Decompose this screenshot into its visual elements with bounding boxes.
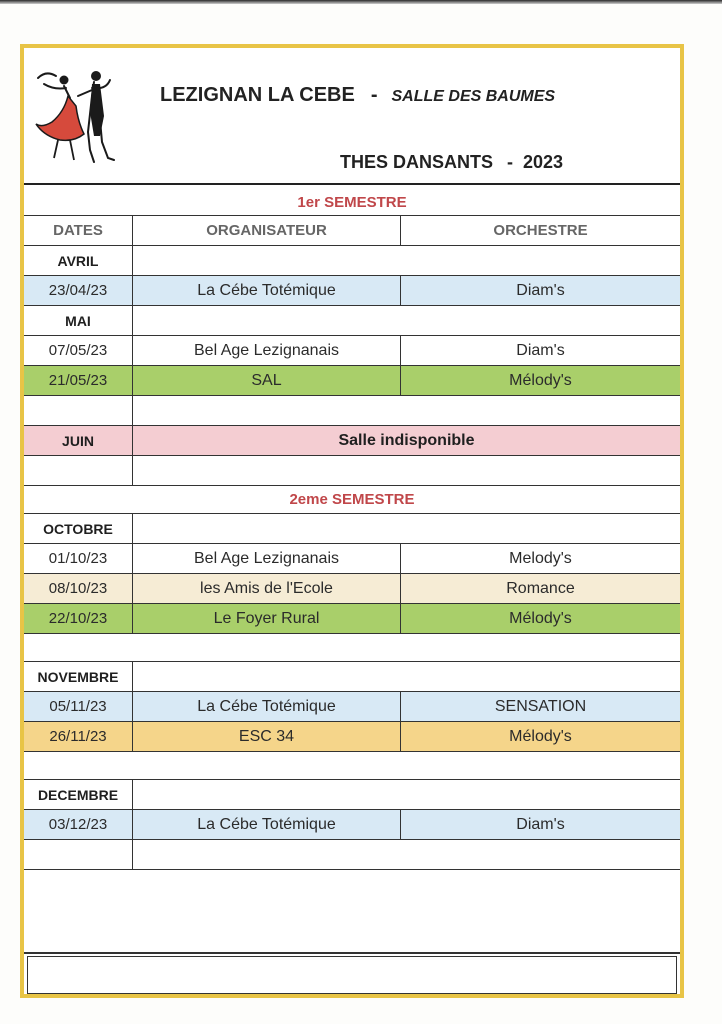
month-row-juin: [24, 426, 680, 456]
town-name: LEZIGNAN LA CEBE: [160, 84, 355, 106]
event-orchestre: Diam's: [516, 281, 565, 299]
month-row-novembre: [24, 662, 680, 692]
table-row: [24, 336, 680, 366]
table-row: [24, 722, 680, 752]
event-date: 21/05/23: [24, 366, 133, 395]
event-orchestre: Melody's: [509, 549, 572, 567]
empty-cell: [24, 456, 133, 485]
month-row-octobre: [24, 514, 680, 544]
event-organisateur: Le Foyer Rural: [133, 604, 401, 633]
event-date: 05/11/23: [24, 692, 133, 721]
dancing-couple-icon: [34, 66, 124, 168]
page-frame: [20, 44, 684, 998]
month-label: OCTOBRE: [24, 514, 133, 543]
event-organisateur: SAL: [133, 366, 401, 395]
event-organisateur: La Cébe Totémique: [133, 276, 401, 305]
table-row: [24, 692, 680, 722]
table-row: [24, 544, 680, 574]
month-label: DECEMBRE: [24, 780, 133, 809]
juin-note: Salle indisponible: [338, 431, 475, 449]
event-orchestre: Romance: [506, 579, 575, 597]
event-date: 22/10/23: [24, 604, 133, 633]
event-date: 26/11/23: [24, 722, 133, 751]
event-date: 08/10/23: [24, 574, 133, 603]
event-year: 2023: [523, 152, 564, 172]
event-date: 07/05/23: [24, 336, 133, 365]
event-organisateur: La Cébe Totémique: [133, 810, 401, 839]
event-organisateur: ESC 34: [133, 722, 401, 751]
footer-box: [27, 956, 677, 994]
empty-cell: [24, 396, 133, 425]
footer-divider: [24, 952, 680, 954]
page-subtitle: [340, 152, 563, 173]
empty-row: [24, 456, 680, 486]
header: [24, 48, 680, 185]
table-row: [24, 574, 680, 604]
venue-name: SALLE DES BAUMES: [391, 88, 556, 105]
semester-1-title: 1er SEMESTRE: [24, 189, 680, 216]
title-dash: -: [370, 84, 378, 106]
empty-row: [24, 396, 680, 426]
col-organisateur: ORGANISATEUR: [133, 216, 401, 245]
event-orchestre: Mélody's: [509, 609, 572, 627]
event-date: 03/12/23: [24, 810, 133, 839]
month-label: NOVEMBRE: [24, 662, 133, 691]
event-organisateur: les Amis de l'Ecole: [133, 574, 401, 603]
event-orchestre: Mélody's: [509, 727, 572, 745]
month-label: JUIN: [24, 426, 133, 455]
event-organisateur: Bel Age Lezignanais: [133, 544, 401, 573]
event-date: 23/04/23: [24, 276, 133, 305]
month-label: MAI: [24, 306, 133, 335]
subtitle-dash: -: [507, 152, 514, 172]
event-name: THES DANSANTS: [340, 152, 494, 172]
event-orchestre: Mélody's: [509, 371, 572, 389]
spacer-row: [24, 634, 680, 662]
page-inner: [24, 48, 680, 994]
month-row-decembre: [24, 780, 680, 810]
month-row-mai: [24, 306, 680, 336]
event-date: 01/10/23: [24, 544, 133, 573]
semester-2-title: 2eme SEMESTRE: [24, 486, 680, 514]
event-organisateur: La Cébe Totémique: [133, 692, 401, 721]
empty-row: [24, 840, 680, 870]
table-row: [24, 604, 680, 634]
event-organisateur: Bel Age Lezignanais: [133, 336, 401, 365]
table-row: [24, 276, 680, 306]
column-header-row: [24, 216, 680, 246]
page-title: [160, 84, 555, 107]
col-dates: DATES: [24, 216, 133, 245]
month-row-avril: [24, 246, 680, 276]
month-label: AVRIL: [24, 246, 133, 275]
table-row: [24, 810, 680, 840]
event-orchestre: Diam's: [516, 341, 565, 359]
col-orchestre: ORCHESTRE: [493, 222, 588, 239]
event-orchestre: Diam's: [516, 815, 565, 833]
table-row: [24, 366, 680, 396]
event-orchestre: SENSATION: [494, 697, 587, 715]
scan-edge: [0, 0, 722, 4]
empty-cell: [24, 840, 133, 869]
spacer-row: [24, 752, 680, 780]
